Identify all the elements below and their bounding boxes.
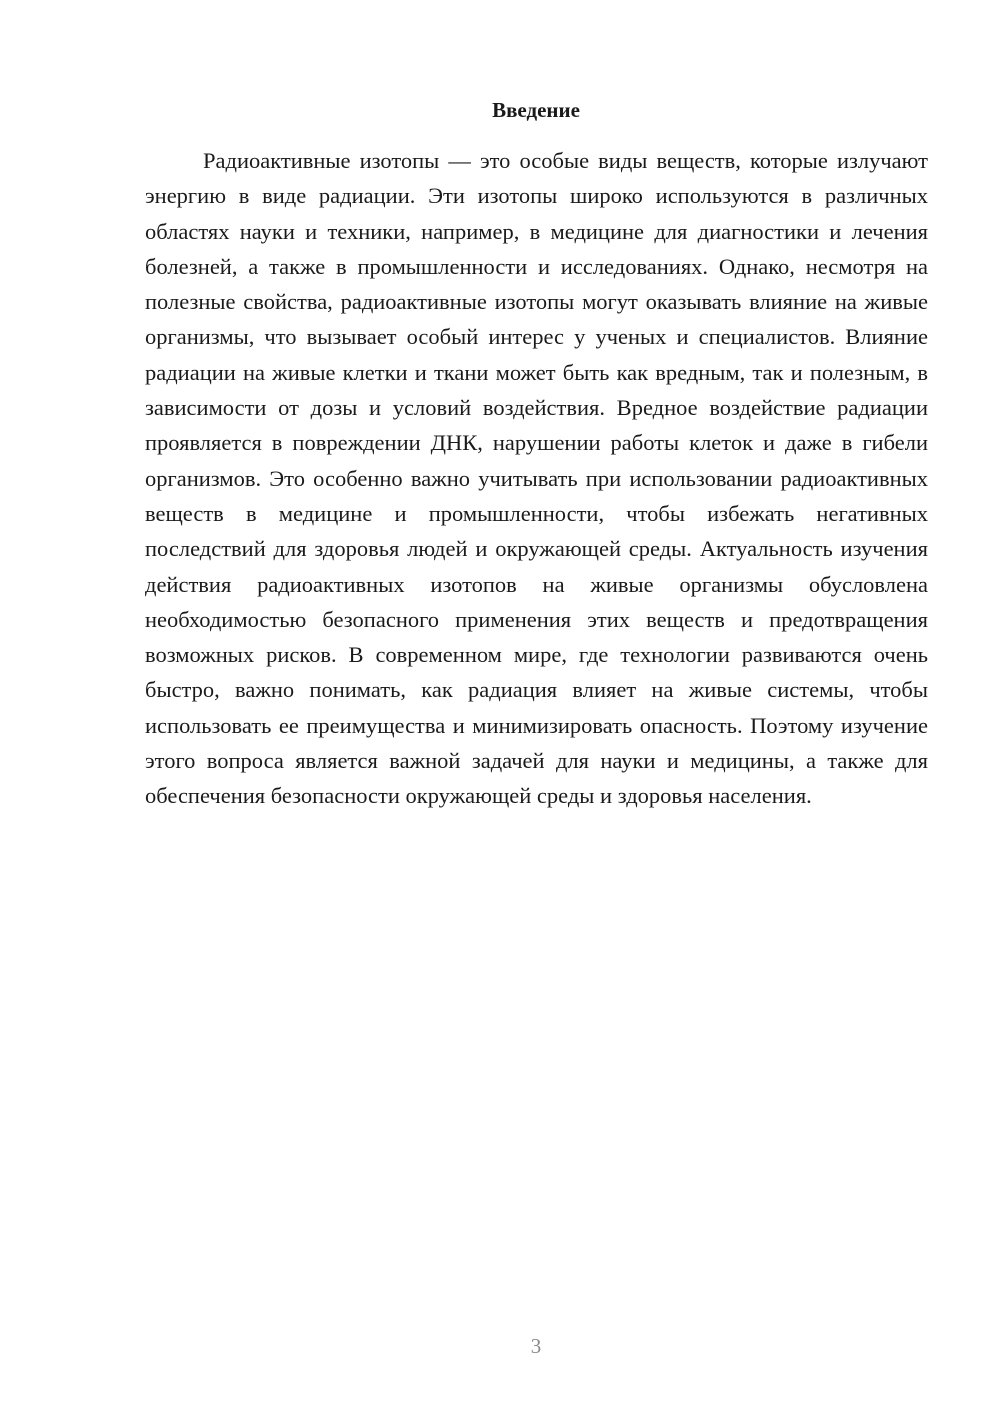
section-heading: Введение bbox=[492, 98, 580, 122]
body-paragraph: Радиоактивные изотопы — это особые виды веществ, которые излучают энергию в виде радиации. Эти изотопы широко используются в различных областях науки и техники, например, в медицине для диагностики и лечения болезней, а также в промышленности и исследованиях. Однако, несмотря на полезные свойства, радиоактивные изотопы могут оказывать влияние на живые организмы, что вызывает особый интерес у ученых и специалистов. Влияние радиации на живые клетки и ткани может быть как вредным, так и полезным, в зависимости от дозы и условий воздействия. Вредное воздействие радиации проявляется в повреждении ДНК, нарушении работы клеток и даже в гибели организмов. Это особенно важно учитывать при использовании радиоактивных веществ в медицине и промышленности, чтобы избежать негативных последствий для здоровья людей и окружающей среды. Актуальность изучения действия радиоактивных изотопов на живые организмы обусловлена необходимостью безопасного применения этих веществ и предотвращения возможных рисков. В современном мире, где технологии развиваются очень быстро, важно понимать, как радиация влияет на живые системы, чтобы использовать ее преимущества и минимизировать опасность. Поэтому изучение этого вопроса является важной задачей для науки и медицины, а также для обеспечения безопасности окружающей среды и здоровья населения. bbox=[145, 148, 928, 809]
page-number: 3 bbox=[530, 1334, 542, 1358]
